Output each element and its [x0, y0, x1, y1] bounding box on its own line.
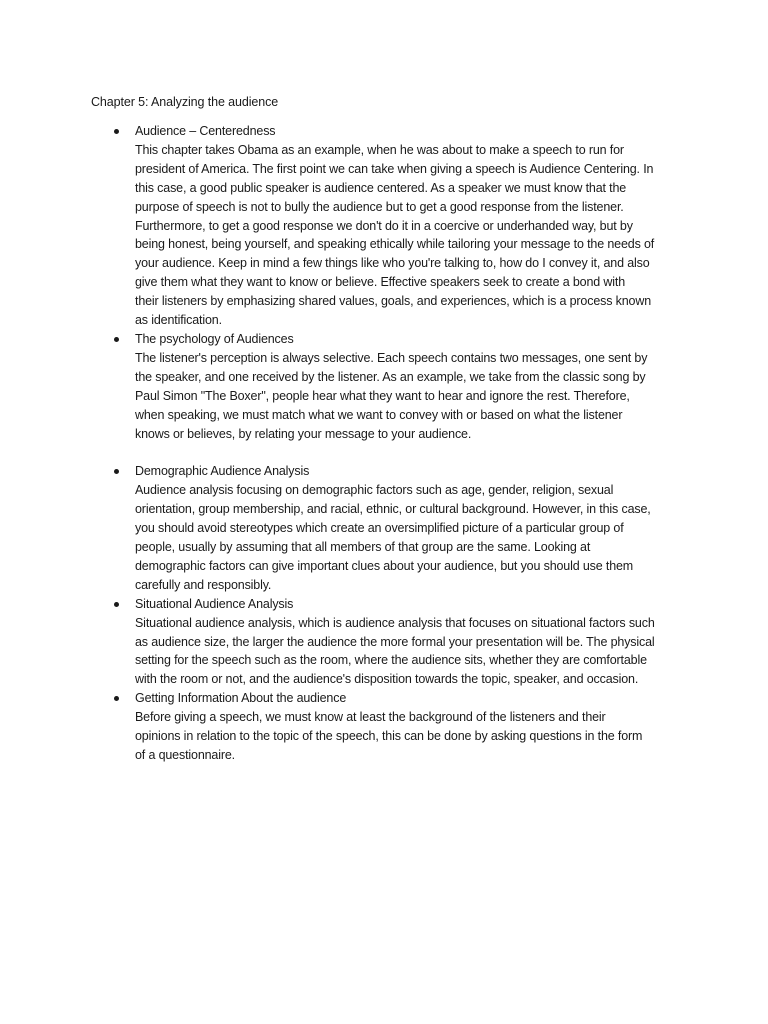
text-line: setting for the speech such as the room, where the audience sits, whether they are comfortable [135, 653, 647, 668]
section-body [135, 141, 691, 330]
section-body [135, 481, 691, 594]
list-item-psychology-of-audiences [91, 330, 691, 443]
text-line: Situational audience analysis, which is audience analysis that focuses on situational factors such [135, 615, 655, 630]
section-list [91, 122, 691, 765]
section-heading: Situational Audience Analysis [135, 596, 294, 611]
text-line: of a questionnaire. [135, 748, 236, 762]
list-item-situational-analysis [91, 595, 691, 690]
text-line: give them what they want to know or believe. Effective speakers seek to create a bond with [135, 275, 626, 290]
text-line: your audience. Keep in mind a few things like who you're talking to, how do I convey it, and also [135, 256, 650, 271]
bullet-icon [114, 469, 119, 474]
text-line: with the room or not, and the audience's disposition towards the topic, speaker, and occasion. [135, 672, 639, 687]
text-line: being honest, being yourself, and speaking ethically while tailoring your message to the needs of [135, 237, 655, 252]
section-body [135, 614, 691, 690]
section-heading: The psychology of Audiences [135, 331, 294, 346]
text-line: knows or believes, by relating your message to your audience. [135, 426, 472, 441]
text-line: demographic factors can give important clues about your audience, but you should use them [135, 558, 634, 573]
text-line: orientation, group membership, and racial, ethnic, or cultural background. However, in this case, [135, 502, 651, 517]
section-body [135, 708, 691, 765]
text-line: the speaker, and one received by the listener. As an example, we take from the classic song by [135, 369, 646, 384]
text-line: their listeners by emphasizing shared values, goals, and experiences, which is a process known [135, 294, 652, 309]
text-line: as audience size, the larger the audience the more formal your presentation will be. The physical [135, 634, 655, 649]
bullet-icon [114, 696, 119, 701]
section-heading: Audience – Centeredness [135, 124, 276, 138]
section-body [135, 349, 691, 444]
section-heading: Demographic Audience Analysis [135, 464, 310, 479]
text-line: people, usually by assuming that all members of that group are the same. Looking at [135, 540, 591, 555]
list-item-demographic-analysis [91, 462, 691, 594]
bullet-icon [114, 337, 119, 342]
text-line: This chapter takes Obama as an example, when he was about to make a speech to run for [135, 142, 624, 157]
text-line: president of America. The first point we can take when giving a speech is Audience Centering. In [135, 161, 654, 176]
bullet-icon [114, 602, 119, 607]
section-heading: Getting Information About the audience [135, 691, 347, 706]
text-line: Paul Simon "The Boxer", people hear what they want to hear and ignore the rest. Therefore, [135, 388, 630, 403]
bullet-icon [114, 129, 119, 134]
list-item-getting-information [91, 689, 691, 765]
text-line: Before giving a speech, we must know at least the background of the listeners and their [135, 710, 606, 725]
page-title: Chapter 5: Analyzing the audience [91, 95, 279, 109]
text-line: carefully and responsibly. [135, 577, 272, 592]
text-line: you should avoid stereotypes which create an oversimplified picture of a particular group of [135, 521, 624, 536]
list-item-audience-centeredness [91, 122, 691, 330]
text-line: when speaking, we must match what we want to convey with or based on what the listener [135, 407, 623, 422]
text-line: Furthermore, to get a good response we don't do it in a coercive or underhanded way, but by [135, 218, 633, 233]
text-line: this case, a good public speaker is audience centered. As a speaker we must know that the [135, 180, 627, 195]
text-line: The listener's perception is always selective. Each speech contains two messages, one sent by [135, 350, 648, 365]
text-line: opinions in relation to the topic of the speech, this can be done by asking questions in the form [135, 729, 643, 744]
text-line: as identification. [135, 313, 222, 328]
text-line: Audience analysis focusing on demographic factors such as age, gender, religion, sexual [135, 483, 614, 498]
text-line: purpose of speech is not to bully the audience but to get a good response from the listener. [135, 199, 624, 214]
